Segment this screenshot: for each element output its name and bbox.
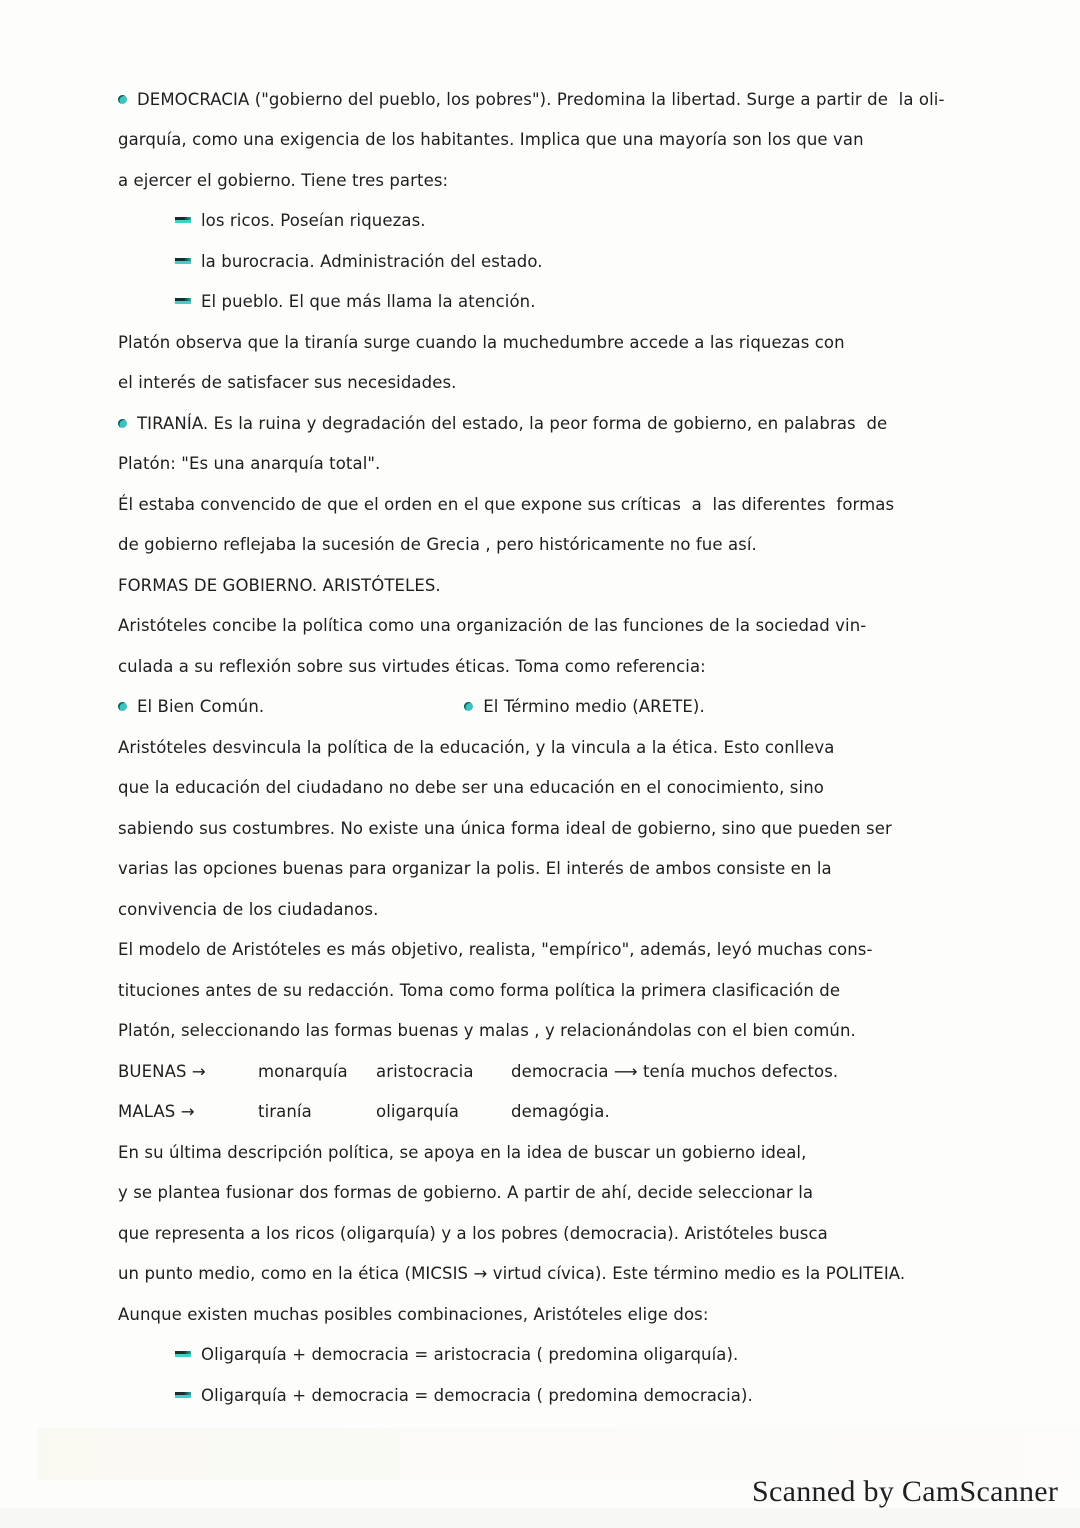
sub-bullet-ricos <box>118 201 968 242</box>
paragraph-orden-line-2 <box>118 525 968 566</box>
bullet-dash-icon <box>175 1351 191 1354</box>
line-text: Aunque existen muchas posibles combinaciones, Aristóteles elige dos: <box>118 1304 709 1324</box>
bullet-dash-icon <box>175 298 191 301</box>
paragraph-tirania-line-2 <box>118 444 968 485</box>
document-lines <box>118 79 968 1416</box>
paragraph-etica-line-4 <box>118 849 968 890</box>
paragraph-orden-line-1 <box>118 484 968 525</box>
line-text: Oligarquía + democracia = democracia ( predomina democracia). <box>201 1385 753 1405</box>
line-text: FORMAS DE GOBIERNO. ARISTÓTELES. <box>118 575 441 595</box>
line-text: convivencia de los ciudadanos. <box>118 899 379 919</box>
paragraph-platon-line-2 <box>118 363 968 404</box>
reference-bullets <box>118 687 968 728</box>
combination-bullet-1 <box>118 1335 968 1376</box>
paragraph-final-line-2 <box>118 1173 968 1214</box>
line-text: Él estaba convencido de que el orden en el que expone sus críticas a las diferentes formas <box>118 494 895 514</box>
line-text: culada a su reflexión sobre sus virtudes éticas. Toma como referencia: <box>118 656 706 676</box>
line-text: Platón: "Es una anarquía total". <box>118 454 381 474</box>
bullet-dash-icon <box>175 258 191 261</box>
paragraph-final-line-1 <box>118 1132 968 1173</box>
paragraph-modelo-line-1 <box>118 930 968 971</box>
paragraph-tirania-line-1 <box>118 403 968 444</box>
line-text: El modelo de Aristóteles es más objetivo, realista, "empírico", además, leyó muchas cons- <box>118 940 873 960</box>
bullet-segment-text: El Término medio (ARETE). <box>483 697 705 717</box>
line-text: Platón, seleccionando las formas buenas y malas , y relacionándolas con el bien común. <box>118 1021 856 1041</box>
paragraph-final-line-5 <box>118 1294 968 1335</box>
line-text: DEMOCRACIA ("gobierno del pueblo, los pobres"). Predomina la libertad. Surge a partir de la oli- <box>137 89 945 109</box>
scan-artifact-band <box>38 1428 1080 1480</box>
bullet-dot-icon <box>118 419 127 428</box>
line-text: Oligarquía + democracia = aristocracia ( predomina oligarquía). <box>201 1345 739 1365</box>
bullet-dot-icon <box>118 702 127 711</box>
table-cell: aristocracia <box>376 1061 474 1081</box>
paragraph-etica-line-2 <box>118 768 968 809</box>
paragraph-etica-line-5 <box>118 889 968 930</box>
line-text: En su última descripción política, se apoya en la idea de buscar un gobierno ideal, <box>118 1142 807 1162</box>
paragraph-democracia-line-3 <box>118 160 968 201</box>
line-text: Aristóteles desvincula la política de la educación, y la vincula a la ética. Esto conlleva <box>118 737 835 757</box>
paragraph-modelo-line-3 <box>118 1011 968 1052</box>
table-row-good-forms <box>118 1051 968 1092</box>
line-text: que la educación del ciudadano no debe ser una educación en el conocimiento, sino <box>118 778 824 798</box>
sub-bullet-burocracia <box>118 241 968 282</box>
line-text: un punto medio, como en la ética (MICSIS → virtud cívica). Este término medio es la POLITEIA. <box>118 1264 906 1284</box>
table-cell: oligarquía <box>376 1102 459 1122</box>
line-text: los ricos. Poseían riquezas. <box>201 211 426 231</box>
table-cell: MALAS → <box>118 1102 195 1122</box>
combination-bullet-2 <box>118 1375 968 1416</box>
paragraph-modelo-line-2 <box>118 970 968 1011</box>
table-row-bad-forms <box>118 1092 968 1133</box>
line-text: la burocracia. Administración del estado. <box>201 251 543 271</box>
scan-artifact-strip <box>0 1508 1080 1528</box>
paragraph-final-line-3 <box>118 1213 968 1254</box>
line-text: Platón observa que la tiranía surge cuando la muchedumbre accede a las riquezas con <box>118 332 845 352</box>
sub-bullet-pueblo <box>118 282 968 323</box>
paragraph-democracia-line-2 <box>118 120 968 161</box>
bullet-segment <box>464 697 705 716</box>
table-cell: tiranía <box>258 1102 312 1122</box>
line-text: a ejercer el gobierno. Tiene tres partes: <box>118 170 449 190</box>
bullet-dot-icon <box>464 702 473 711</box>
paragraph-aristoteles-line-1 <box>118 606 968 647</box>
table-cell: democracia ⟶ tenía muchos defectos. <box>511 1061 839 1081</box>
table-cell: BUENAS → <box>118 1061 206 1081</box>
table-cell: demagógia. <box>511 1102 610 1122</box>
line-text: sabiendo sus costumbres. No existe una única forma ideal de gobierno, sino que pueden ser <box>118 818 892 838</box>
line-text: el interés de satisfacer sus necesidades. <box>118 373 457 393</box>
bullet-segment-text: El Bien Común. <box>137 697 265 717</box>
bullet-dash-icon <box>175 1392 191 1395</box>
line-text: de gobierno reflejaba la sucesión de Grecia , pero históricamente no fue así. <box>118 535 757 555</box>
paragraph-democracia-line-1 <box>118 79 968 120</box>
paragraph-final-line-4 <box>118 1254 968 1295</box>
line-text: que representa a los ricos (oligarquía) y a los pobres (democracia). Aristóteles busca <box>118 1223 828 1243</box>
paragraph-platon-line-1 <box>118 322 968 363</box>
camscanner-watermark: Scanned by CamScanner <box>752 1475 1059 1508</box>
line-text: tituciones antes de su redacción. Toma como forma política la primera clasificación de <box>118 980 841 1000</box>
line-text: y se plantea fusionar dos formas de gobierno. A partir de ahí, decide seleccionar la <box>118 1183 814 1203</box>
paragraph-etica-line-3 <box>118 808 968 849</box>
bullet-segment <box>118 697 264 716</box>
line-text: El pueblo. El que más llama la atención. <box>201 292 536 312</box>
line-text: TIRANÍA. Es la ruina y degradación del estado, la peor forma de gobierno, en palabras de <box>137 413 888 433</box>
paragraph-aristoteles-line-2 <box>118 646 968 687</box>
bullet-dash-icon <box>175 217 191 220</box>
line-text: garquía, como una exigencia de los habitantes. Implica que una mayoría son los que van <box>118 130 864 150</box>
paragraph-etica-line-1 <box>118 727 968 768</box>
bullet-dot-icon <box>118 95 127 104</box>
table-cell: monarquía <box>258 1061 348 1081</box>
section-heading <box>118 565 968 606</box>
line-text: varias las opciones buenas para organizar la polis. El interés de ambos consiste en la <box>118 859 832 879</box>
line-text: Aristóteles concibe la política como una organización de las funciones de la sociedad vin- <box>118 616 867 636</box>
